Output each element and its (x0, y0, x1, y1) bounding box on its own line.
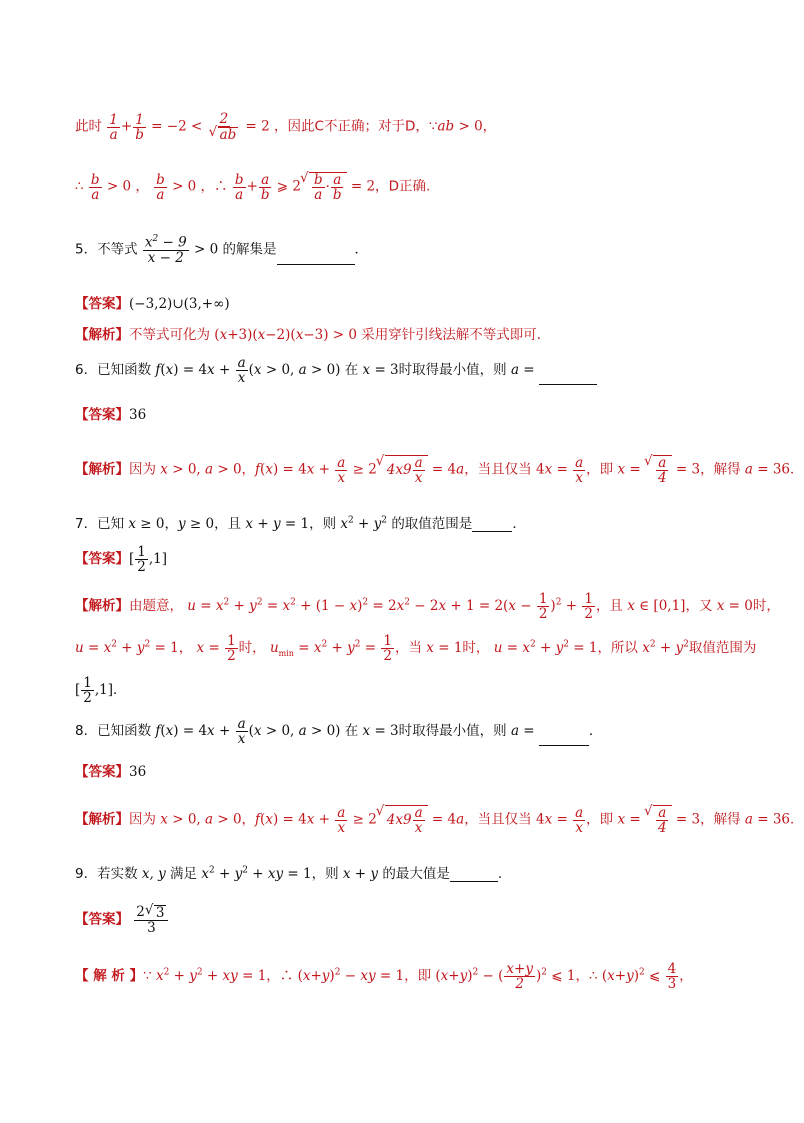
question-8: 8．已知函数 f(x) = 4x + $\frac{a}{x}$ (x > 0, a > 0) 在 x = 3时取得最小值，则 a = ． (75, 716, 603, 748)
analysis-7-line-2: $u = x^2 + y^2 = 1$， x = $\frac{1}{2}$ 时， $u_{min} = x^2 + y^2$ = $\frac{1}{2}$ ，当 x = 1时， $u = x^2 + y^2 = 1$，所以 $x^2 + y^2$取值范围为 (75, 633, 757, 665)
question-5: 5．不等式 $\frac{x^2 - 9}{x - 2}$ > 0 的解集是 ． (75, 234, 369, 266)
answer-7: 【答案】[ $\frac{1}{2}$ ,1] (75, 544, 168, 576)
continuation-line-2: ∴ $\frac{b}{a}$ > 0 ， $\frac{b}{a}$ > 0 ，∴ $\frac{b}{a}$ + $\frac{a}{b}$ ⩾ 2 √ $\frac{b}{a}$ · $\frac{a}{b}$ = 2，D正确. (75, 172, 734, 202)
analysis-6: 【解析】因为 x > 0, a > 0，f(x) = 4x + $\frac{a}{x}$ ≥ 2√ 4x9 $\frac{a}{x}$ = 4a，当且仅当 4x = $\frac{a}{x}$ ，即 x = √ $\frac{a}{4}$ = 3，解得 a = 36． (75, 455, 734, 485)
continuation-line-1: 此时 $\frac{1}{a}$ + $\frac{1}{b}$ = −2 < 2 √ ab = 2 ，因此C不正确；对于D，∵ab > 0， (75, 112, 734, 142)
question-7: 7．已知 x ≥ 0，y ≥ 0，且 x + y = 1，则 $x^2 + y^2$ 的取值范围是 ． (75, 515, 526, 532)
analysis-7-line-1: 【解析】由题意， $u = x^2 + y^2 = x^2 + (1 - x)^2 = 2x^2 - 2x + 1 = 2(x$ − $\frac{1}{2}$ )$^2$ + $\frac{1}{2}$ ，且 x ∈ [0,1]，又 x = 0时， (75, 591, 780, 623)
question-6: 6．已知函数 f(x) = 4x + $\frac{a}{x}$ (x > 0, a > 0) 在 x = 3时取得最小值，则 a = (75, 356, 734, 385)
answer-8: 【答案】36 (75, 764, 147, 780)
answer-9: 【答案】 $\frac{2√ 3}{3}$ (75, 905, 734, 935)
analysis-9: 【 解 析 】∵ $x^2 + y^2$ + xy = 1，∴ $(x+y)^2$ − xy = 1，即 $(x+y)^2$ − ( $\frac{x+y}{2}$ )$^2$ ⩽ 1，∴ $(x+y)^2$ ⩽ $\frac{4}{3}$ ， (75, 961, 693, 993)
answer-5: 【答案】(−3,2)∪(3,+∞) (75, 296, 230, 312)
question-9: 9．若实数 x, y 满足 $x^2 + y^2$ + xy = 1，则 x + y 的最大值是 ． (75, 865, 512, 882)
analysis-7-line-3: [ $\frac{1}{2}$ ,1]． (75, 675, 127, 707)
analysis-8: 【解析】因为 x > 0, a > 0，f(x) = 4x + $\frac{a}{x}$ ≥ 2√ 4x9 $\frac{a}{x}$ = 4a，当且仅当 4x = $\frac{a}{x}$ ，即 x = √ $\frac{a}{4}$ = 3，解得 a = 36． (75, 805, 734, 835)
answer-6: 【答案】36 (75, 407, 147, 423)
analysis-5: 【解析】不等式可化为 (x+3)(x−2)(x−3) > 0 采用穿针引线法解不等式即可． (75, 327, 551, 343)
